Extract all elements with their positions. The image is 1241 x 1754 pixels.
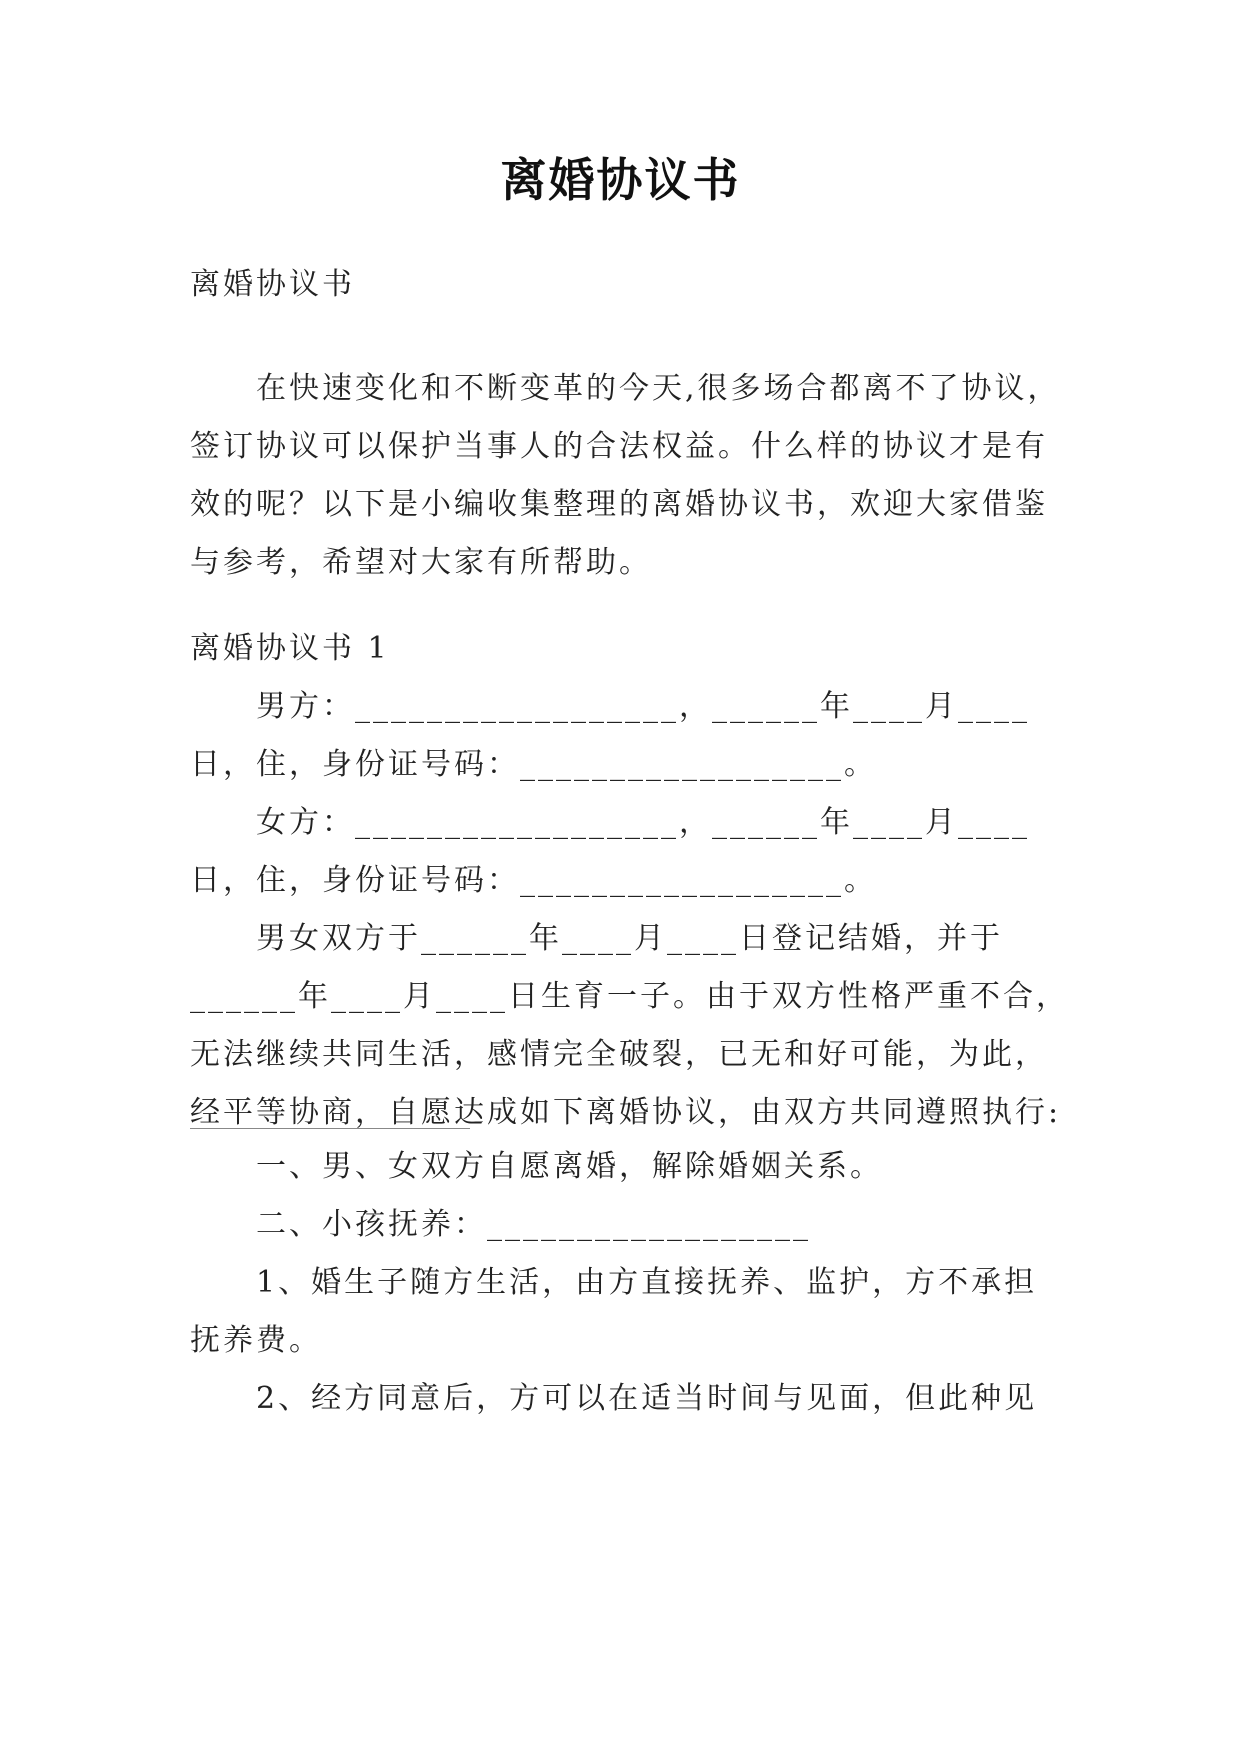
document-agreement — [190, 620, 1070, 1142]
clause-2: 二、小孩抚养：__________________ — [256, 1207, 811, 1242]
document-intro — [190, 360, 1070, 592]
document-body-top — [190, 256, 1070, 314]
section-heading: 离婚协议书 1 — [190, 631, 390, 666]
document-title: 离婚协议书 — [500, 153, 741, 207]
document-clauses — [190, 1138, 1070, 1428]
clause-1: 一、男、女双方自愿离婚，解除婚姻关系。 — [256, 1149, 883, 1184]
marriage-paragraph: 男女双方于______年____月____日登记结婚，并于______年____月____日生育一子。由于双方性格严重不合，无法继续共同生活，感情完全破裂，已无和好可能，为此，经平等协商，自愿达成如下离婚协议，由双方共同遵照执行: — [190, 921, 1069, 1130]
subtitle: 离婚协议书 — [190, 267, 355, 302]
blank-underline — [190, 1128, 470, 1129]
intro-paragraph: 在快速变化和不断变革的今天,很多场合都离不了协议，签订协议可以保护当事人的合法权益。什么样的协议才是有效的呢？以下是小编收集整理的离婚协议书，欢迎大家借鉴与参考，希望对大家有所帮助。 — [190, 371, 1061, 580]
male-party-line: 男方：__________________，______年____月____日，住，身份证号码：__________________。 — [190, 689, 1030, 782]
item-2: 2、经方同意后，方可以在适当时间与见面，但此种见 — [256, 1381, 1038, 1416]
female-party-line: 女方：__________________，______年____月____日，住，身份证号码：__________________。 — [190, 805, 1030, 898]
item-1: 1、婚生子随方生活，由方直接抚养、监护，方不承担抚养费。 — [190, 1265, 1038, 1358]
